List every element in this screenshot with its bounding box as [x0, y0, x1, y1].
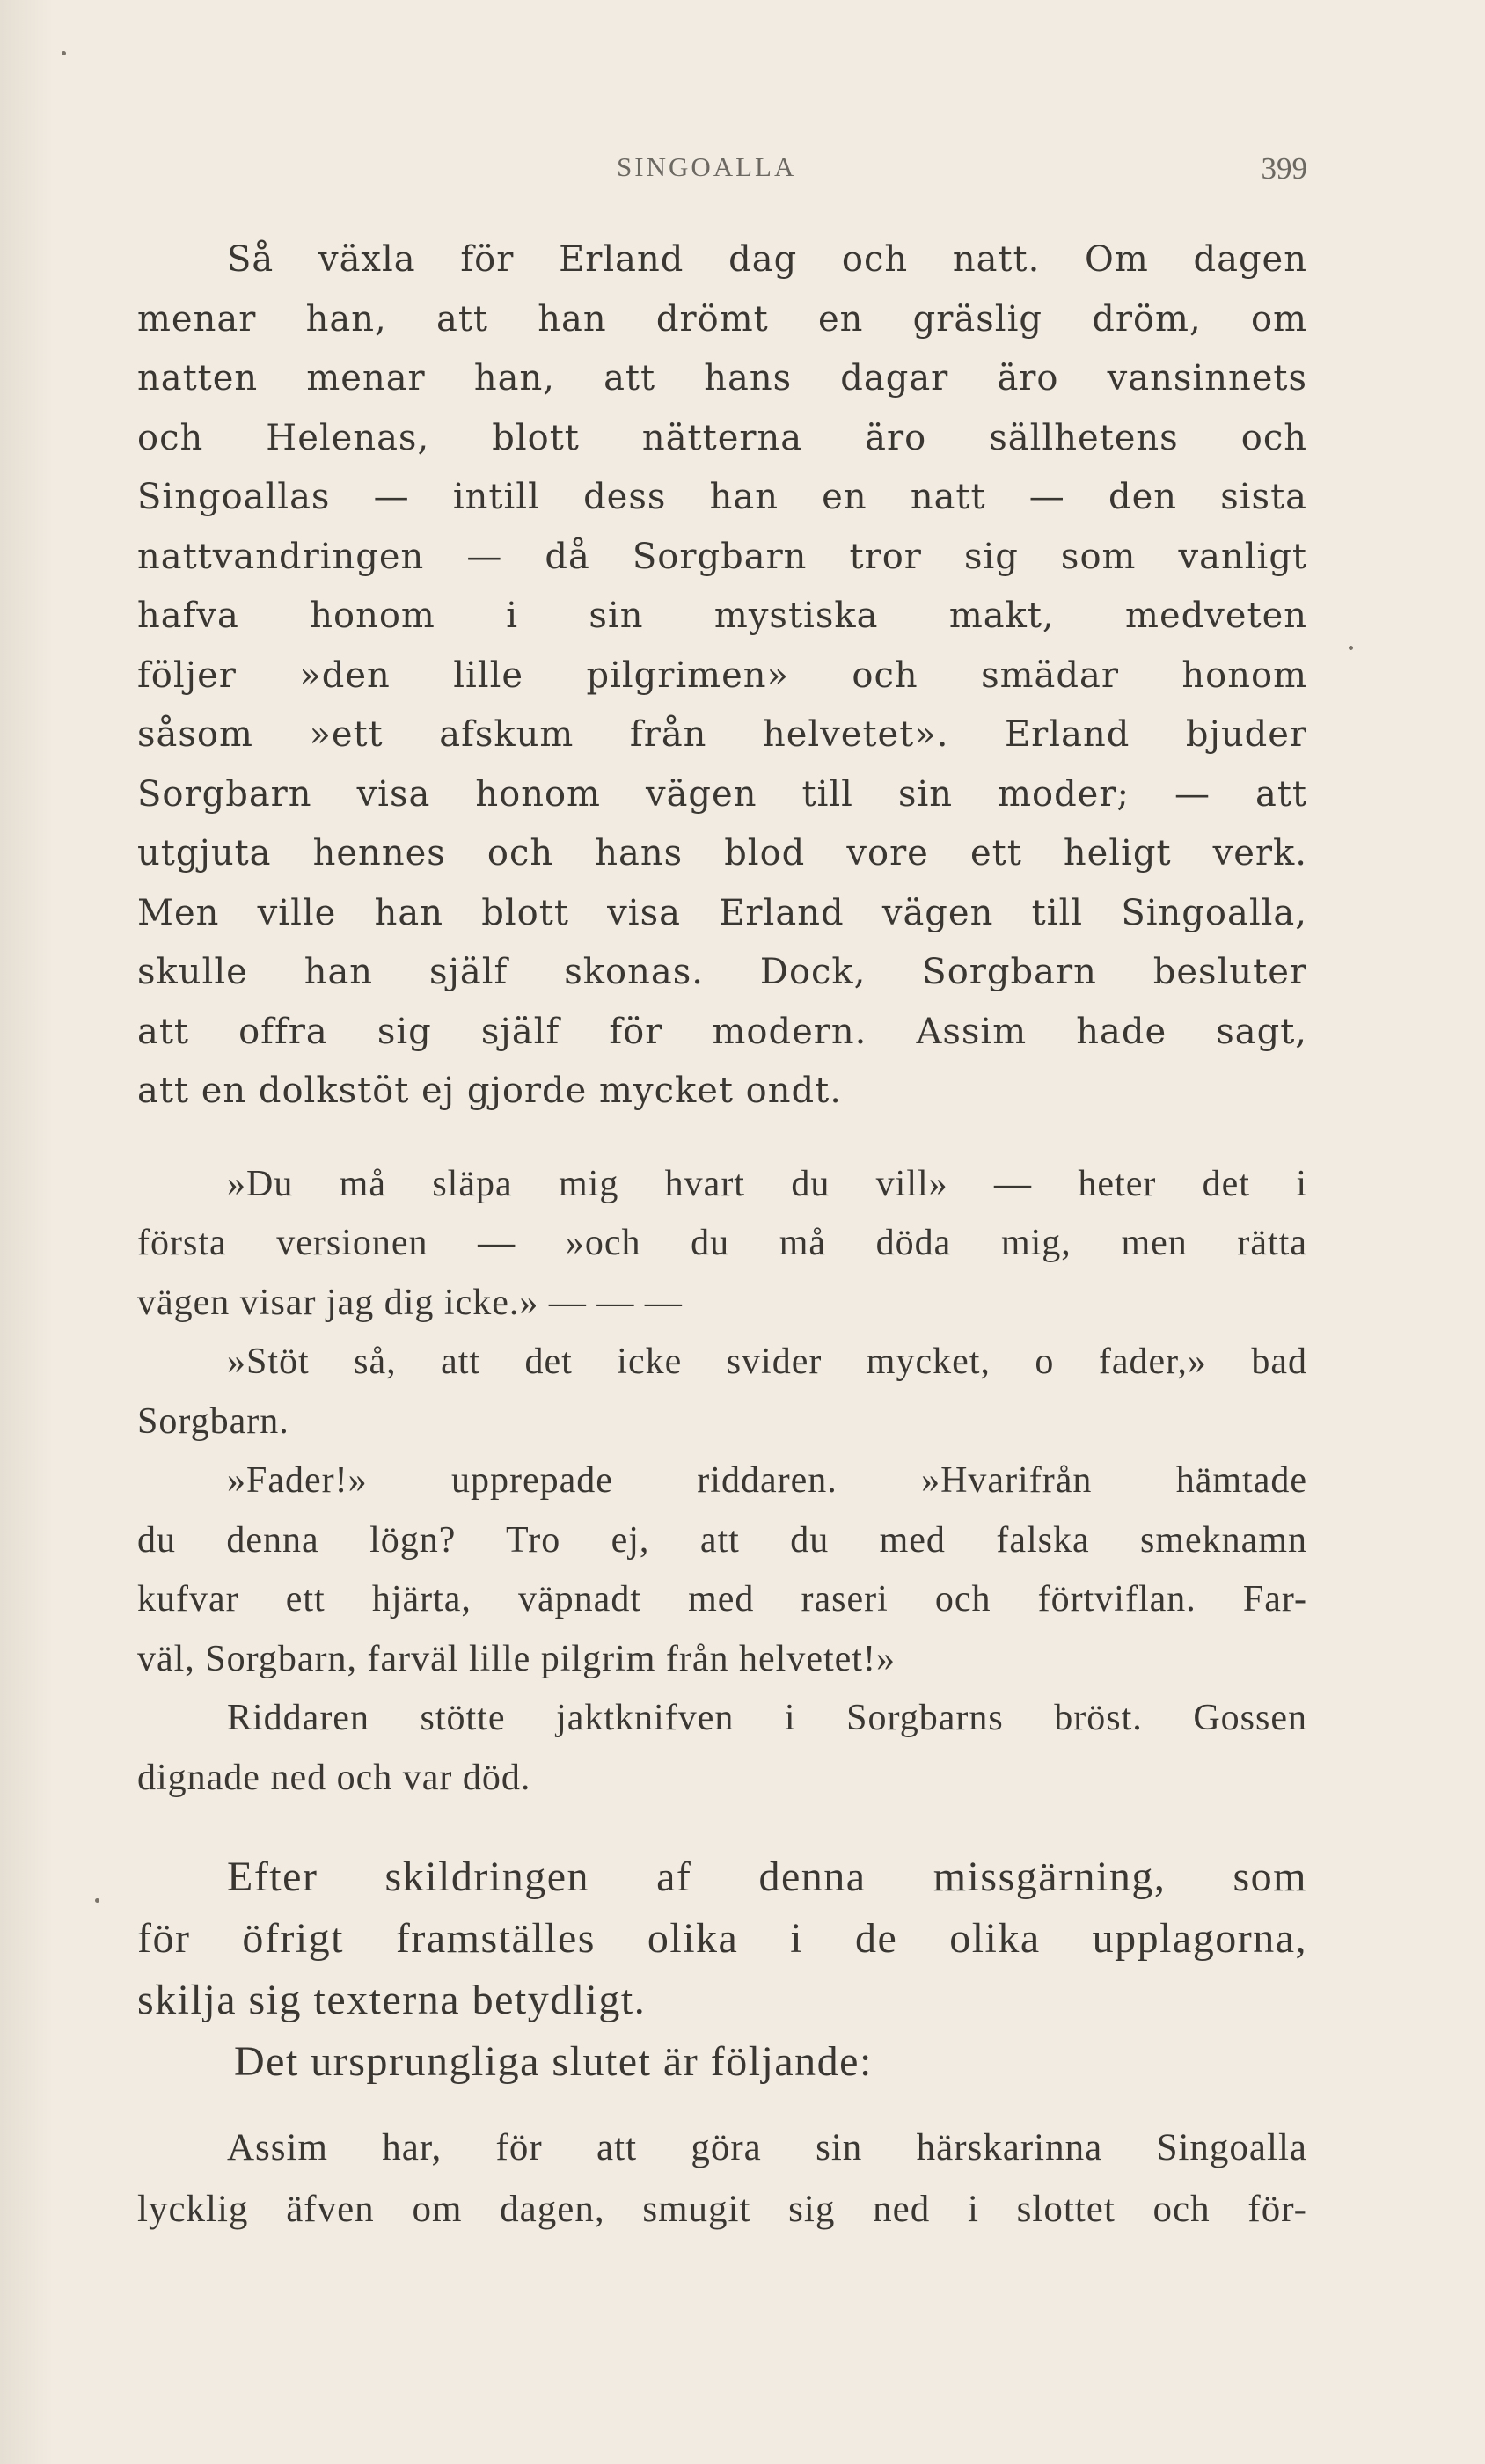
text-line: Efter skildringen af denna missgärning, som	[227, 1853, 1307, 1900]
paragraph-texts-differ	[137, 1846, 1307, 2031]
text-line: Singoallas — intill dess han en natt — den sista	[137, 477, 1307, 517]
text-line: nattvandringen — då Sorgbarn tror sig som vanligt	[137, 536, 1307, 577]
paper-speck	[62, 51, 66, 55]
paper-speck	[95, 1898, 99, 1903]
text-line: att offra sig själf för modern. Assim hade sagt,	[137, 1011, 1307, 1052]
text-line: hafva honom i sin mystiska makt, medveten	[137, 596, 1307, 636]
text-line: att en dolkstöt ej gjorde mycket ondt.	[137, 1071, 842, 1111]
running-title: SINGOALLA	[617, 151, 797, 182]
text-line: Assim har, för att göra sin härskarinna Singoalla	[227, 2127, 1307, 2168]
text-line: kufvar ett hjärta, väpnadt med raseri och förtviflan. Far-	[137, 1579, 1307, 1620]
text-line: Men ville han blott visa Erland vägen till Singoalla,	[137, 892, 1307, 933]
text-line: utgjuta hennes och hans blod vore ett heligt verk.	[137, 833, 1307, 874]
text-line: Sorgbarn visa honom vägen till sin moder; — att	[137, 773, 1307, 815]
text-line: lycklig äfven om dagen, smugit sig ned i slottet och för-	[137, 2189, 1307, 2230]
text-line: Så växla för Erland dag och natt. Om dagen	[227, 239, 1307, 280]
quote-paragraph	[137, 1155, 1307, 1334]
text-line: skulle han själf skonas. Dock, Sorgbarn besluter	[137, 952, 1307, 992]
page-number: 399	[1261, 151, 1307, 186]
text-line: Riddaren stötte jaktknifven i Sorgbarns bröst. Gossen	[227, 1698, 1307, 1738]
text-line: följer »den lille pilgrimen» och smädar honom	[137, 654, 1307, 696]
text-line: första versionen — »och du må döda mig, men rätta	[137, 1223, 1307, 1263]
quote-paragraph	[137, 1333, 1307, 1451]
quoted-section	[137, 1155, 1307, 1809]
text-line: natten menar han, att hans dagar äro vansinnets	[137, 358, 1307, 398]
paragraph-assim	[137, 2117, 1307, 2241]
text-line: menar han, att han drömt en gräslig dröm, om	[137, 298, 1307, 340]
text-line: och Helenas, blott nätterna äro sällhetens och	[137, 417, 1307, 458]
text-line: »Du må släpa mig hvart du vill» — heter det i	[227, 1163, 1307, 1204]
text-line: skilja sig texterna betydligt.	[137, 1977, 647, 2023]
text-line: »Stöt så, att det icke svider mycket, o fader,» bad	[227, 1342, 1307, 1382]
text-line: dignade ned och var död.	[137, 1757, 531, 1798]
text-line: såsom »ett afskum från helvetet». Erland bjuder	[137, 714, 1307, 755]
text-line: du denna lögn? Tro ej, att du med falska smeknamn	[137, 1519, 1307, 1561]
section-heading: Det ursprungliga slutet är följande:	[234, 2038, 873, 2085]
body-text	[137, 230, 1307, 2241]
text-line: väl, Sorgbarn, farväl lille pilgrim från helvetet!»	[137, 1638, 896, 1679]
text-line: vägen visar jag dig icke.» — — —	[137, 1282, 683, 1323]
paragraph-erland-day-night	[137, 230, 1307, 1122]
text-line: »Fader!» upprepade riddaren. »Hvarifrån hämtade	[227, 1460, 1307, 1501]
text-line: Sorgbarn.	[137, 1400, 289, 1442]
text-line: för öfrigt framställes olika i de olika upplagorna,	[137, 1915, 1307, 1962]
page-header	[137, 151, 1307, 195]
quote-paragraph	[137, 1451, 1307, 1689]
quote-paragraph	[137, 1689, 1307, 1808]
paper-speck	[1349, 646, 1353, 650]
